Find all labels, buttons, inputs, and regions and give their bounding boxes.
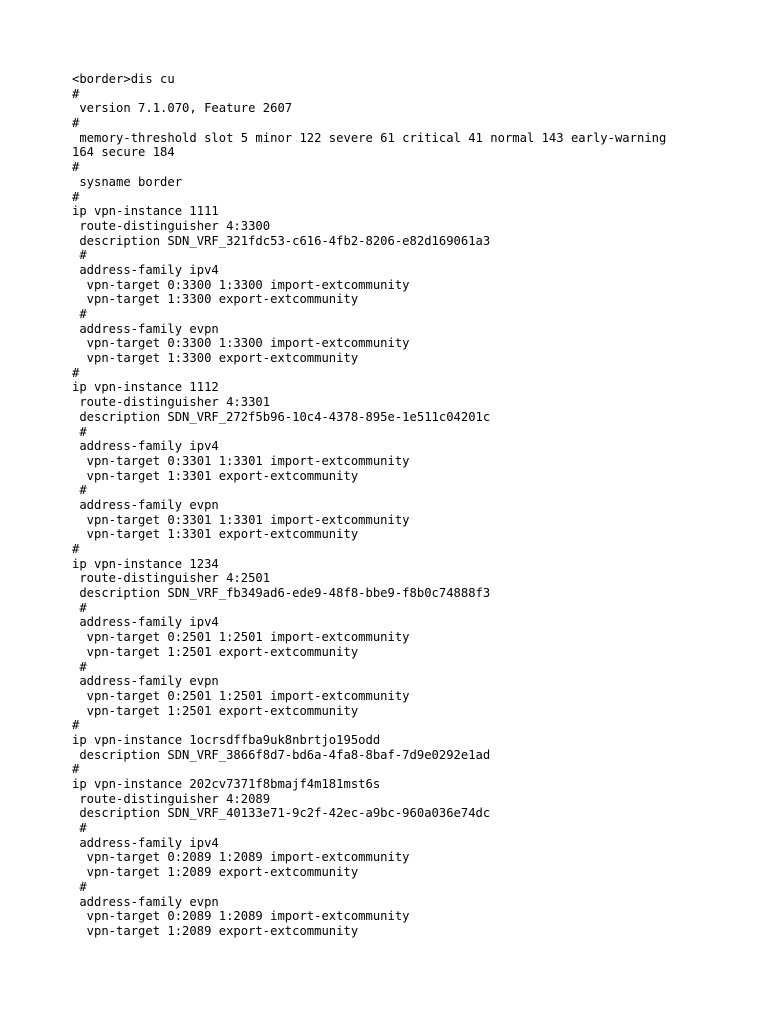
config-line: ip vpn-instance 1111: [72, 204, 219, 219]
config-line: vpn-target 1:3300 export-extcommunity: [72, 351, 359, 366]
config-line: vpn-target 1:2501 export-extcommunity: [72, 703, 359, 718]
config-line: description SDN_VRF_40133e71-9c2f-42ec-a9bc-960a036e74dc: [72, 806, 491, 821]
config-line: sysname border: [72, 174, 183, 189]
config-line: route-distinguisher 4:2089: [72, 791, 271, 806]
config-line: #: [72, 365, 80, 380]
config-line: vpn-target 1:3300 export-extcommunity: [72, 292, 359, 307]
config-line: #: [72, 821, 87, 836]
config-line: vpn-target 0:2501 1:2501 import-extcommunity: [72, 630, 410, 645]
config-line: #: [72, 189, 80, 204]
config-line: <border>dis cu: [72, 72, 175, 86]
config-line: vpn-target 0:2501 1:2501 import-extcommunity: [72, 688, 410, 703]
config-line: #: [72, 542, 80, 556]
config-line: description SDN_VRF_321fdc53-c616-4fb2-8206-e82d169061a3: [72, 233, 491, 248]
config-line: vpn-target 0:2089 1:2089 import-extcommunity: [72, 850, 410, 865]
config-line: description SDN_VRF_272f5b96-10c4-4378-895e-1e511c04201c: [72, 409, 491, 424]
config-line: #: [72, 307, 87, 321]
config-line: vpn-target 0:2089 1:2089 import-extcommunity: [72, 909, 410, 924]
config-line: vpn-target 1:2089 export-extcommunity: [72, 865, 359, 880]
config-line: vpn-target 1:2501 export-extcommunity: [72, 644, 359, 659]
config-line: vpn-target 1:3301 export-extcommunity: [72, 468, 359, 483]
config-line: vpn-target 0:3301 1:3301 import-extcommunity: [72, 512, 410, 527]
config-line: description SDN_VRF_fb349ad6-ede9-48f8-bbe9-f8b0c74888f3: [72, 586, 491, 601]
config-text-block: [72, 72, 752, 939]
config-line: vpn-target 1:3301 export-extcommunity: [72, 527, 359, 542]
config-line: version 7.1.070, Feature 2607: [72, 101, 293, 116]
config-line: #: [72, 160, 80, 175]
config-line: address-family ipv4: [72, 615, 219, 630]
config-line: ip vpn-instance 202cv7371f8bmajf4m181mst6s: [72, 777, 381, 791]
config-line: #: [72, 248, 87, 263]
config-line: #: [72, 718, 80, 733]
config-line: address-family evpn: [72, 321, 219, 336]
config-line: ip vpn-instance 1ocrsdffba9uk8nbrtjo195odd: [72, 732, 381, 747]
config-line: memory-threshold slot 5 minor 122 severe 61 critical 41 normal 143 early-warning: [72, 130, 667, 145]
config-line: #: [72, 600, 87, 615]
config-line: #: [72, 483, 87, 498]
config-line: #: [72, 762, 80, 777]
config-line: ip vpn-instance 1234: [72, 556, 219, 571]
config-line: vpn-target 0:3300 1:3300 import-extcommunity: [72, 336, 410, 351]
config-line: address-family evpn: [72, 894, 219, 909]
config-line: #: [72, 424, 87, 439]
config-line: vpn-target 0:3301 1:3301 import-extcommunity: [72, 453, 410, 468]
config-line: address-family ipv4: [72, 262, 219, 277]
config-line: 164 secure 184: [72, 145, 175, 160]
config-line: #: [72, 879, 87, 894]
config-line: route-distinguisher 4:3300: [72, 218, 271, 233]
config-line: #: [72, 86, 80, 101]
config-line: address-family evpn: [72, 497, 219, 512]
config-line: #: [72, 659, 87, 674]
config-line: #: [72, 116, 80, 131]
config-line: address-family ipv4: [72, 835, 219, 850]
config-line: vpn-target 0:3300 1:3300 import-extcommunity: [72, 277, 410, 292]
config-line: address-family evpn: [72, 674, 219, 689]
config-line: address-family ipv4: [72, 439, 219, 454]
config-line: route-distinguisher 4:2501: [72, 571, 271, 586]
config-line: route-distinguisher 4:3301: [72, 395, 271, 410]
config-line: vpn-target 1:2089 export-extcommunity: [72, 923, 359, 938]
config-line: ip vpn-instance 1112: [72, 380, 219, 395]
config-line: description SDN_VRF_3866f8d7-bd6a-4fa8-8baf-7d9e0292e1ad: [72, 747, 491, 762]
